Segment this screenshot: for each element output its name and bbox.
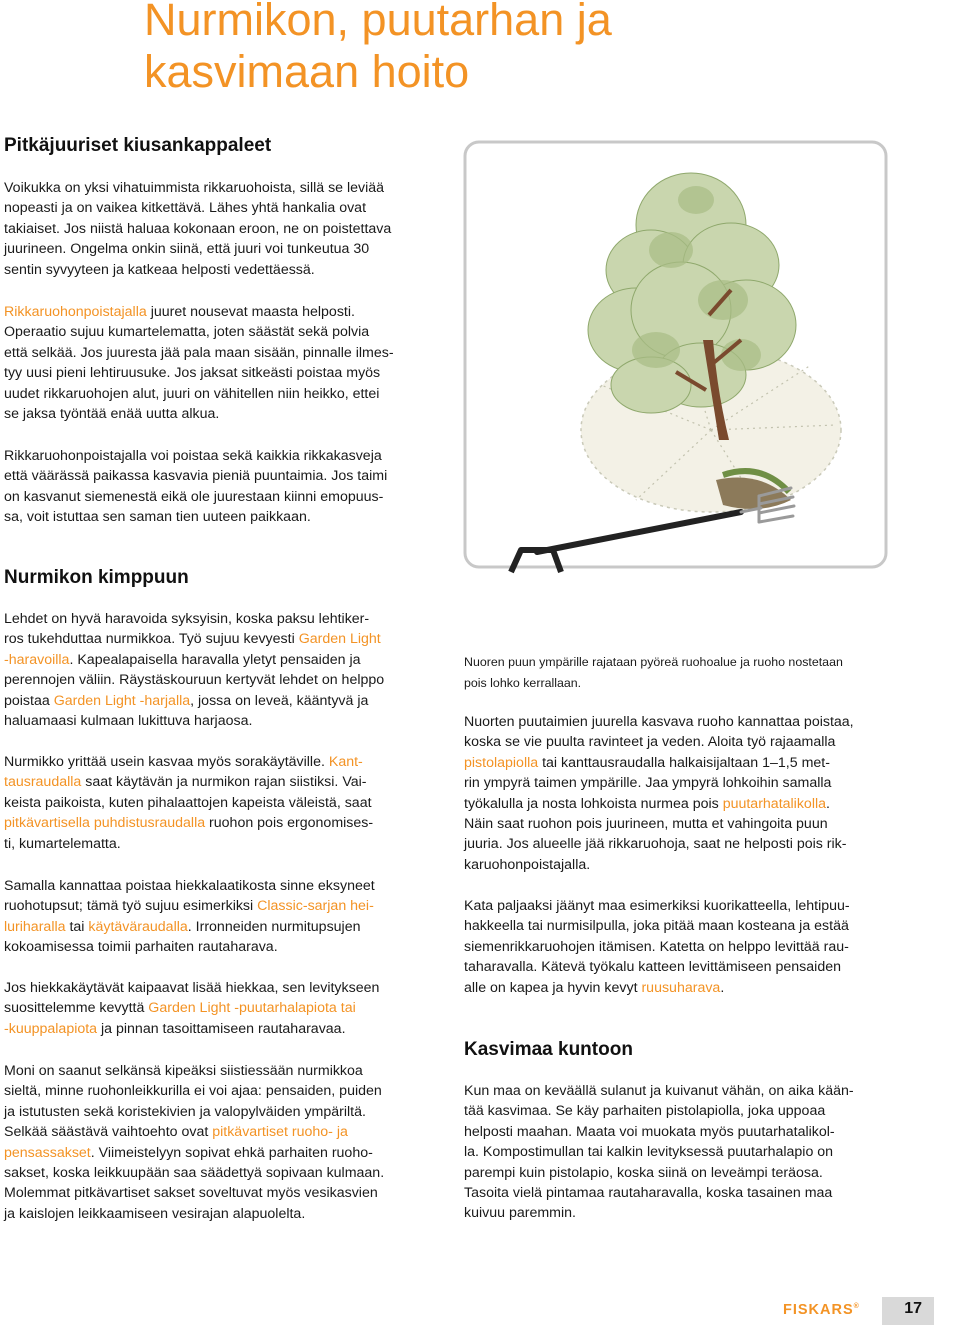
product-link[interactable]: Kant- (328, 754, 363, 770)
paragraph-lehdet (4, 609, 425, 731)
section-heading-pitkajuuriset: Pitkäjuuriset kiusankappaleet (4, 135, 272, 156)
paragraph-puutaimet (464, 712, 888, 875)
tree-and-fork-drawing (461, 140, 889, 582)
text-span: ruohon pois ergonomises- (205, 815, 374, 832)
text-line: taharavalla. Kätevä työkalu katteen levittämiseen pensaiden (464, 959, 841, 976)
registered-mark: ® (853, 1303, 860, 1311)
text-line: Operaatio sujuu kumartelematta, joten säästät sekä polvia (4, 324, 370, 341)
text-line: että selkää. Jos juuresta jää pala maan sisään, pinnalle ilmes- (4, 344, 394, 361)
title-line-1: Nurmikon, puutarhan ja (144, 0, 612, 45)
text-line: helposti maahan. Maata voi muokata myös puutarhatalikol- (464, 1123, 835, 1140)
text-line: tää kasvimaa. Se käy parhaiten pistolapiolla, joka uppoaa (464, 1103, 826, 1120)
text-line: Kata paljaaksi jäänyt maa esimerkiksi kuorikatteella, lehtipuu- (464, 898, 850, 914)
text-line (4, 1019, 425, 1039)
text-line: kokoamisessa toimii parhaiten rautaharava. (4, 939, 278, 956)
text-line: uudet rikkaruohojen alut, juuri on vähitellen niin heikko, ettei (4, 385, 380, 402)
text-span: . (720, 979, 725, 996)
product-link[interactable]: pensassakset (4, 1144, 91, 1161)
caption-line: Nuoren puun ympärille rajataan pyöreä ruohoalue ja ruoho nostetaan (464, 655, 843, 669)
text-span: Nurmikko yrittää usein kasvaa myös sorakäytäville. (4, 754, 329, 770)
product-link[interactable]: Garden Light -harjalla (53, 692, 191, 709)
text-line (4, 1122, 425, 1142)
section-heading-kasvimaa: Kasvimaa kuntoon (464, 1039, 633, 1060)
text-line: keista paikoista, kuten pihalaattojen kapeista väleistä, saat (4, 794, 372, 811)
text-span: tai kanttausraudalla halkaisijaltaan 1–1,5 met- (538, 754, 830, 771)
text-span: , jossa on leveä, kääntyvä ja (190, 692, 369, 709)
text-span: . Irronneiden nurmitupsujen (187, 918, 361, 935)
text-span: Selkää säästävä vaihtoehto ovat (4, 1124, 213, 1141)
tree-illustration (461, 140, 889, 582)
product-link[interactable]: pitkävartiset ruoho- ja (212, 1124, 348, 1141)
paragraph-puuntaimet (4, 446, 425, 528)
text-line: perennojen väliin. Räystäskouruun kertyvät lehdet on helppo (4, 672, 385, 689)
text-line: Näin saat ruohon pois juurineen, mutta et vahingoita puun (464, 816, 828, 833)
text-span: työkalulla ja nosta lohkoista nurmea pois (464, 795, 723, 812)
text-span: suosittelemme kevyttä (4, 1000, 149, 1017)
text-line: ti, kumartelematta. (4, 835, 121, 852)
text-line: rin ympyrä taimen ympärille. Jaa ympyrä lohkoihin samalla (464, 775, 832, 792)
text-line: juuria. Jos alueelle jää rikkaruohoja, saat ne helposti pois rik- (464, 836, 847, 853)
paragraph-sorakaytavat (4, 752, 425, 854)
text-line: siemenrikkaruohojen itämisen. Katetta on helppo levittää rau- (464, 938, 849, 955)
paragraph-sakset (4, 1061, 425, 1224)
text-span: saat käytävän ja nurmikon rajan siistiksi. Vai- (81, 774, 367, 791)
product-link[interactable]: pistolapiolla (464, 754, 539, 771)
text-line: Jos hiekkakäytävät kaipaavat lisää hiekkaa, sen levitykseen (4, 980, 380, 996)
product-link[interactable]: -haravoilla (4, 651, 70, 668)
section-heading-nurmikon-kimppuun: Nurmikon kimppuun (4, 567, 189, 588)
text-line: kuivuu paremmin. (464, 1205, 576, 1222)
text-line: takiaiset. Jos niistä haluaa kokonaan eroon, ne on poistettava (4, 220, 392, 237)
text-line (4, 917, 425, 937)
page-title (144, 0, 944, 98)
text-line: Tasoita vielä pintamaa rautaharavalla, koska tasainen maa (464, 1185, 833, 1202)
text-line (464, 794, 888, 814)
text-line (464, 753, 888, 773)
product-link[interactable]: -kuuppalapiota (4, 1020, 98, 1037)
text-line: että väärässä paikassa kasvavia pieniä puuntaimia. Jos taimi (4, 468, 388, 485)
text-line: on kasvanut siemenestä eikä ole juurestaan kiinni emopuus- (4, 488, 384, 505)
text-line: hakkeella tai nurmisilpulla, joka pitää maan kosteana ja estää (464, 918, 849, 935)
text-line: ja istutusten sekä koristekivien ja valopylväiden ympäriltä. (4, 1103, 366, 1120)
product-link[interactable]: käytäväraudalla (88, 918, 188, 935)
text-line: Kun maa on keväällä sulanut ja kuivanut vähän, on aika kään- (464, 1083, 854, 1099)
text-line (4, 691, 425, 711)
text-line: Lehdet on hyvä haravoida syksyisin, koska paksu lehtiker- (4, 611, 370, 627)
title-line-2: kasvimaan hoito (144, 46, 470, 97)
text-line: parempi kuin pistolapio, koska siinä on leveämpi teräosa. (464, 1164, 823, 1181)
text-span: . Kapealapaisella haravalla yletyt pensaiden ja (69, 651, 361, 668)
text-span: poistaa (4, 692, 54, 709)
text-line: sentin syvyyteen ja katkeaa helposti vedettäessä. (4, 261, 315, 278)
text-span: ruohotupsut; tämä työ sujuu esimerkiksi (4, 898, 258, 915)
product-link[interactable]: pitkävartisella puhdistusraudalla (4, 815, 206, 832)
text-line: Samalla kannattaa poistaa hiekkalaatikosta sinne eksyneet (4, 878, 375, 894)
text-line: karuohonpoistajalla. (464, 856, 591, 873)
brand-text: FISKARS (783, 1302, 854, 1318)
text-line (464, 978, 888, 998)
text-span: ros tukehduttaa nurmikkoa. Työ sujuu kevyesti (4, 631, 299, 648)
text-span: tai (65, 918, 89, 935)
product-link[interactable]: puutarhatalikolla (722, 795, 827, 812)
text-line (4, 650, 425, 670)
product-link[interactable]: Garden Light -puutarhalapiota tai (148, 1000, 356, 1017)
paragraph-voikukka (4, 178, 425, 280)
text-line: sieltä, minne ruohonleikkurilla ei voi ajaa: pensaiden, puiden (4, 1083, 382, 1100)
text-line: la. Kompostimullan tai kalkin levityksessä puutarhalapio on (464, 1144, 834, 1161)
paragraph-rikkaruohonpoistaja (4, 302, 425, 424)
text-span: ja pinnan tasoittamiseen rautaharavaa. (97, 1020, 346, 1037)
paragraph-hiekkalaatikko (4, 876, 425, 958)
text-line: sakset, koska leikkuupään saa säädettyä sopivaan kulmaan. (4, 1165, 385, 1182)
text-span: juuret nousevat maasta helposti. (146, 304, 355, 320)
text-line: koska se vie puulta ravinteet ja veden. Aloita työ rajaamalla (464, 734, 836, 751)
text-line: Nuorten puutaimien juurella kasvava ruoho kannattaa poistaa, (464, 714, 854, 730)
text-span: . (826, 795, 830, 812)
text-line: Rikkaruohonpoistajalla voi poistaa sekä kaikkia rikkakasveja (4, 448, 382, 464)
paragraph-kasvimaa (464, 1081, 888, 1224)
text-line: ja kaislojen leikkaamiseen vesirajan alapuolelta. (4, 1205, 306, 1222)
product-link[interactable]: luriharalla (4, 918, 66, 935)
caption-line: pois lohko kerrallaan. (464, 676, 582, 690)
text-line: Molemmat pitkävartiset sakset soveltuvat myös vesikasvien (4, 1185, 378, 1202)
text-line: se jaksa työntää enää uutta alkua. (4, 406, 220, 423)
paragraph-hiekkakaytavat (4, 978, 425, 1039)
text-span: alle on kapea ja hyvin kevyt (464, 979, 642, 996)
text-line (4, 896, 425, 916)
text-line (4, 998, 425, 1018)
text-line: Voikukka on yksi vihatuimmista rikkaruohoista, sillä se leviää (4, 180, 385, 196)
illustration-caption (464, 652, 888, 694)
text-line (4, 772, 425, 792)
text-line: sa, voit istuttaa sen saman tien uuteen paikkaan. (4, 509, 311, 526)
product-link[interactable]: Rikkaruohonpoistajalla (4, 304, 147, 320)
product-link[interactable]: Classic-sarjan hei- (257, 898, 374, 915)
text-line: Moni on saanut selkänsä kipeäksi siistiessään nurmikkoa (4, 1063, 363, 1079)
text-line (4, 1143, 425, 1163)
page-number: 17 (904, 1300, 922, 1317)
text-line: haluamaasi kulmaan lukittuva harjaosa. (4, 713, 253, 730)
text-line: nopeasti ja on vaikea kitkettävä. Lähes yhtä hankalia ovat (4, 200, 367, 217)
fiskars-logo (783, 1302, 860, 1318)
product-link[interactable]: Garden Light (298, 631, 381, 648)
text-line (4, 302, 425, 322)
text-line (4, 813, 425, 833)
text-line: tyy uusi pieni lehtiruusuke. Jos jaksat sitkeästi poistaa myös (4, 365, 381, 382)
text-line (4, 629, 425, 649)
paragraph-kate (464, 896, 888, 998)
text-line: juurineen. Ongelma onkin siinä, että juuri voi tunkeutua 30 (4, 241, 370, 258)
product-link[interactable]: tausraudalla (4, 774, 82, 791)
text-line (4, 752, 425, 772)
product-link[interactable]: ruusuharava (641, 979, 721, 996)
text-span: . Viimeistelyyn sopivat ehkä parhaiten ruoho- (90, 1144, 373, 1161)
